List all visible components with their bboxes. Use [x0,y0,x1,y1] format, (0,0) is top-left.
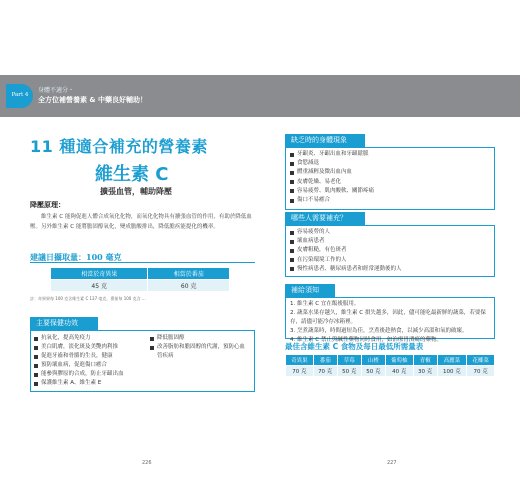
bullet-icon [290,153,294,157]
list-item: 1. 維生素 C 宜在飯後服用。 [290,301,360,307]
list-item: 抗氧化，提高免疫力 [34,334,149,343]
deficiency-header: 缺乏時的身體現象 [285,134,365,147]
table-cell: 70 克 [313,366,337,377]
benefit-header: 主要保健功效 [30,317,98,330]
bullet-icon [34,373,38,377]
intake-title: 建議日攝取量：100 毫克 [30,252,122,262]
vitamin-title: 維生素 C [95,164,169,185]
bullet-icon [290,258,294,262]
list-item: 美白肌膚，淡化斑及美艷肉利推 [34,343,149,352]
vitamin-subtitle: 擴張血管，輔助降壓 [100,187,172,196]
deficiency-list [290,150,490,205]
need-list [290,228,490,274]
need-header: 哪些人需要補充？ [285,212,365,225]
table-header-cell: 番茄 [313,355,337,366]
table-header-cell: 高麗菜 [437,355,467,366]
bullet-icon [150,346,154,350]
intake-header-kiwi: 相當於奇異果 [51,268,148,280]
bullet-icon [34,337,38,341]
bullet-icon [290,189,294,193]
bullet-icon [34,355,38,359]
table-cell: 40 克 [385,366,413,377]
list-item: 改善脂肪和膽固醇的代謝，預防心血管疾病 [150,343,250,361]
bullet-icon [34,382,38,386]
table-cell: 100 克 [437,366,467,377]
table-header-cell: 花椰菜 [467,355,495,366]
bullet-icon [290,249,294,253]
table-header-cell: 山楂 [361,355,385,366]
list-item: 壞血病患者 [290,237,490,246]
table-header-cell: 青椒 [413,355,437,366]
notes-header: 補給須知 [285,284,335,297]
best-foods-title: 最佳含維生素 C 食物及每日最低所需量表 [285,342,424,351]
bullet-icon [150,337,154,341]
list-item: 皮膚粗糙，有色斑者 [290,246,490,255]
bullet-icon [290,240,294,244]
list-item: 促進牙齒和骨骼的生長，健康 [34,352,149,361]
principle-label: 降壓原理： [30,201,65,209]
list-item: 保護維生素 A、維生素 E [34,379,149,388]
table-cell: 50 克 [361,366,385,377]
notes-list [290,300,490,345]
list-item: 4. 維生素 C 禁止與鹹性藥物同時食用，如治療胃潰瘍的藥物。 [290,337,442,343]
intake-table [50,267,230,292]
bullet-icon [34,346,38,350]
list-item: 容易疲勞的人 [290,228,490,237]
part-label: Part 4 [11,92,29,98]
list-item: 體重減輕及微出血內血 [290,168,490,177]
table-cell: 70 克 [286,366,314,377]
list-item: 皮膚乾燥、易老化 [290,178,490,187]
table-cell: 30 克 [413,366,437,377]
table-cell: 70 克 [467,366,495,377]
table-cell: 50 克 [337,366,361,377]
list-item: 降低膽固醇 [150,334,250,343]
chapter-title: 11 種適合補充的營養素 [30,137,208,156]
list-item: 在污染環境工作的人 [290,256,490,265]
bullet-icon [290,199,294,203]
list-item: 預防壞血病，促進傷口癒合 [34,361,149,370]
benefit-list-right [150,334,250,361]
bullet-icon [34,364,38,368]
table-header-cell: 葡萄柚 [385,355,413,366]
footnote: 註：奇異果每 100 克含維生素 C 137 毫克，番茄每 100 克含 ... [30,296,146,301]
page-number-left: 226 [142,460,152,466]
best-foods-table [285,354,495,377]
list-item: 食慾減退 [290,159,490,168]
list-item: 傷口不易癒合 [290,196,490,205]
list-item: 能參與膠原的合成，防止牙齦出血 [34,370,149,379]
bullet-icon [290,162,294,166]
bullet-icon [290,231,294,235]
benefit-list-left [34,334,149,388]
intake-divider [30,262,255,263]
list-item: 牙齦炎、牙齦出血和牙齦鬆脈 [290,150,490,159]
table-header-cell: 草莓 [337,355,361,366]
header-small-line: 身體不適分・ [38,87,75,94]
page-number-right: 227 [387,460,397,466]
intake-header-tomato: 相當於番茄 [148,268,230,280]
bullet-icon [290,171,294,175]
header-main-line: 全方位補營養素 & 中藥良好輔助！ [38,96,147,104]
list-item: 3. 烹煮蔬菜時，時間過短為佳，烹煮後趁熱食，以減少高溫和氧的破壞。 [290,328,468,334]
list-item: 慢性病患者、糖尿病患者和經常運動後的人 [290,265,490,274]
table-header-cell: 奇異果 [286,355,314,366]
list-item: 容易疲勞、肌肉酸軟、關節疼痛 [290,187,490,196]
bullet-icon [290,180,294,184]
intake-value-tomato: 60 克 [148,280,230,292]
intake-value-kiwi: 45 克 [51,280,148,292]
bullet-icon [290,267,294,271]
principle-text: 維生素 C 能夠促進人體合成氧化化物，而氧化化物具有擴張血管的作用，有助於降低血壓。另外維生素 C 能將膽固醇氧化，變成膽酸排出，降低膽疾能提化的機率。 [30,214,252,230]
list-item: 2. 蔬菜水果存越久，維生素 C 損失越多，因此，儘可能吃最新鮮的蔬菜，若要保存，請儘可能冷存冰箱裡。 [290,310,486,325]
